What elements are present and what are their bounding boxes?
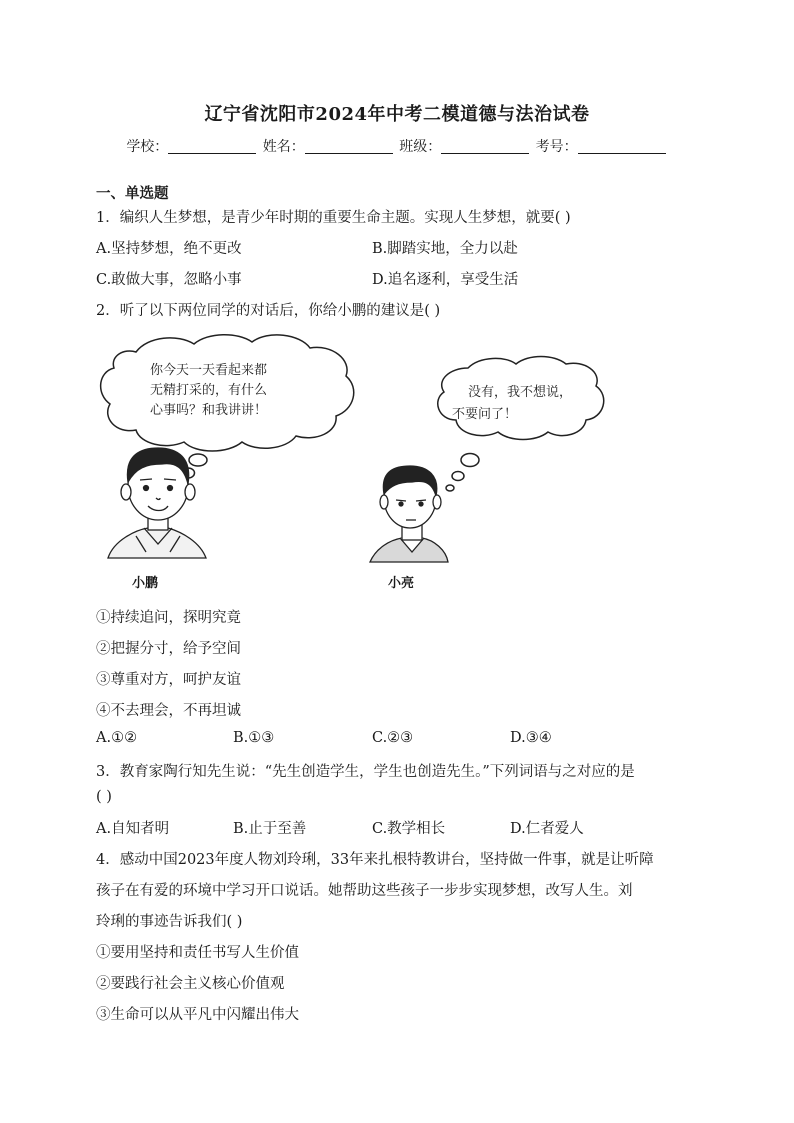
q2-item-1: ①持续追问，探明究竟: [96, 610, 241, 626]
q3-option-b[interactable]: B.止于至善: [233, 821, 307, 837]
question-4-stem: 4．感动中国2023年度人物刘玲琍，33年来扎根特教讲台，坚持做一件事，就是让听障: [96, 852, 654, 868]
question-4-stem-cont-1: 孩子在有爱的环境中学习开口说话。她帮助这些孩子一步步实现梦想，改写人生。刘: [96, 883, 633, 899]
question-3-stem-cont: ( ): [96, 789, 112, 805]
bubble-right-line-2: 不要问了！: [452, 407, 518, 422]
field-name-blank[interactable]: [305, 139, 393, 154]
dialogue-illustration: [96, 330, 616, 595]
field-name-label: 姓名：: [262, 139, 305, 155]
name-label-xiaoliang: 小亮: [388, 576, 415, 591]
q1-option-d[interactable]: D.追名逐利，享受生活: [372, 272, 519, 288]
bubble-left-line-3: 心事吗？和我讲讲！: [150, 403, 268, 418]
name-label-xiaopeng: 小鹏: [132, 576, 159, 591]
q4-item-1: ①要用坚持和责任书写人生价值: [96, 945, 299, 961]
bubble-left-line-1: 你今天一天看起来都: [150, 363, 268, 378]
question-4-stem-cont-2: 玲琍的事迹告诉我们( ): [96, 914, 243, 930]
q3-option-d[interactable]: D.仁者爱人: [510, 821, 584, 837]
q2-option-d[interactable]: D.③④: [510, 730, 552, 746]
field-school-blank[interactable]: [168, 139, 256, 154]
q2-item-4: ④不去理会，不再坦诚: [96, 703, 241, 719]
q2-option-b[interactable]: B.①③: [233, 730, 275, 746]
q4-item-2: ②要践行社会主义核心价值观: [96, 976, 285, 992]
section-heading: 一、单选题: [96, 185, 169, 202]
field-number-blank[interactable]: [578, 139, 666, 154]
question-2-stem: 2．听了以下两位同学的对话后，你给小鹏的建议是( ): [96, 303, 441, 319]
q2-item-3: ③尊重对方，呵护友谊: [96, 672, 241, 688]
q4-item-3: ③生命可以从平凡中闪耀出伟大: [96, 1007, 299, 1023]
field-number-label: 考号：: [535, 139, 578, 155]
q2-option-a[interactable]: A.①②: [96, 730, 138, 746]
q2-option-c[interactable]: C.②③: [372, 730, 414, 746]
bubble-right-line-1: 没有，我不想说，: [468, 385, 573, 400]
field-class-blank[interactable]: [441, 139, 529, 154]
field-class-label: 班级：: [399, 139, 442, 155]
q3-option-c[interactable]: C.教学相长: [372, 821, 446, 837]
student-info-row: [0, 136, 794, 156]
exam-title: 辽宁省沈阳市2024年中考二模道德与法治试卷: [204, 104, 590, 125]
q1-option-b[interactable]: B.脚踏实地，全力以赴: [372, 241, 518, 257]
q2-item-2: ②把握分寸，给予空间: [96, 641, 241, 657]
thought-bubble-right: [438, 357, 604, 492]
bubble-left-line-2: 无精打采的，有什么: [150, 383, 268, 398]
question-3-stem: 3．教育家陶行知先生说：“先生创造学生，学生也创造先生。”下列词语与之对应的是: [96, 764, 635, 780]
field-school-label: 学校：: [126, 139, 169, 155]
question-1-stem: 1．编织人生梦想，是青少年时期的重要生命主题。实现人生梦想，就要( ): [96, 210, 571, 226]
q1-option-c[interactable]: C.敢做大事，忽略小事: [96, 272, 242, 288]
q3-option-a[interactable]: A.自知者明: [96, 821, 170, 837]
q1-option-a[interactable]: A.坚持梦想，绝不更改: [96, 241, 242, 257]
boy-xiaoliang-drawing: [370, 466, 448, 562]
